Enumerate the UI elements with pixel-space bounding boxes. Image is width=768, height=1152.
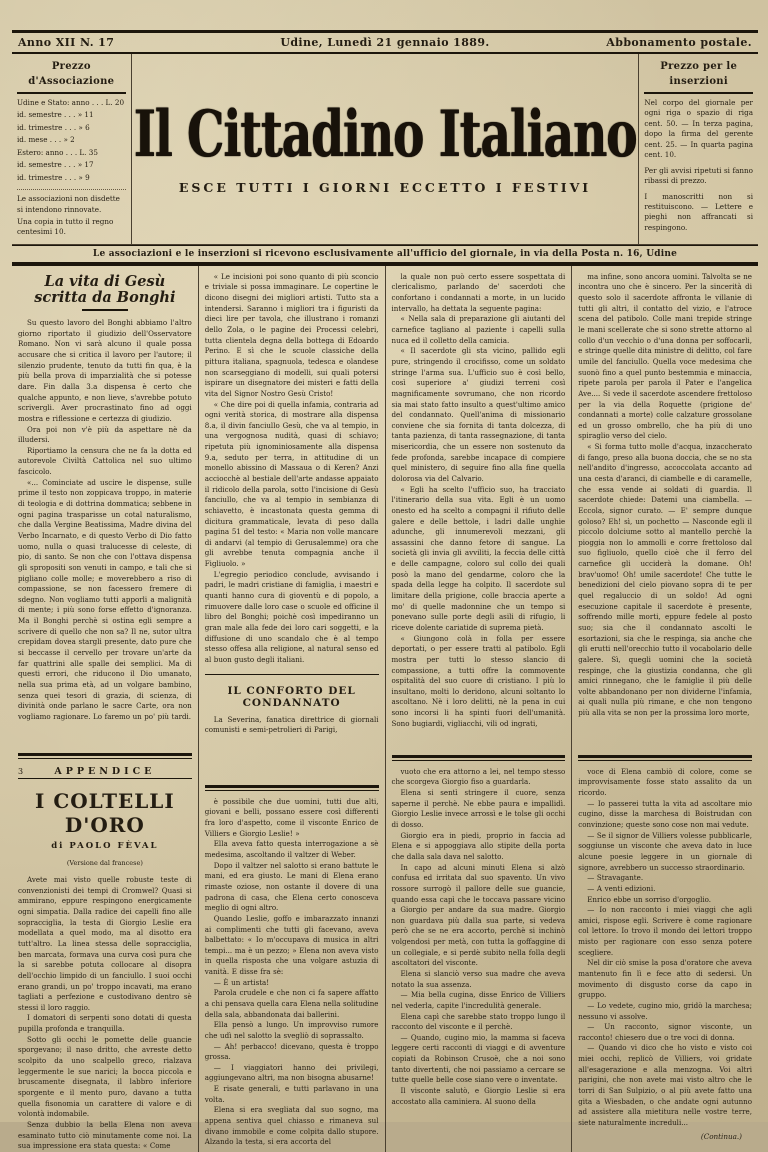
feuilleton-text: Avete mai visto quelle robuste teste di convenzionisti dei tempi di Cromwel? Quasi si ammirano, eppure respingono energicamente ogni simpatia. Dalla radice dei capelli fino alle sopracciglia, la testa di Giorgio Leslie era modellata a quel modo, ma al disotto era tutt'altro. La linea stessa delle sopracciglia, ben marcata, formava una curva così pura che la si sarebbe potuta collocare al disopra dell'occhio limpido di un fanciullo. I suoi occhi erano grandi, un po' troppo incavati, ma erano tagliati a perfezione e custodivano dentro sè stessi il loro raggio. I domatori di serpenti sono dotati di questa pupilla profonda e tranquilla. Sotto gli occhi le pomette delle guancie sporgevano; il naso dritto, che avreste detto scolpito da uno scalpello greco, rialzava leggermente le sue narici; la bocca piccola e bruscamente disegnata, il labbro inferiore sporgente e il mento puro, davano a tutta quella fisonomia un carattere di valore e di volontà indomabile. Senza dubbio la bella Elena non aveva esaminato tutto ciò minutamente come noi. La sua impressione era stata questa: « Come xyxy=(18,875,192,1151)
to-be-continued-note: (Continua.) xyxy=(700,1131,742,1141)
feuilleton-text: voce di Elena cambiò di colore, come se improvvisamente fosse stato assalito da un ricordo. — Io passerei tutta la vita ad ascoltare mio cugino, disse la marchesa di Boistrudan con convinzione; queste sono cose non mai vedute. — Se il signor de Villiers volesse pubblicarle, soggiunse un visconte che aveva dato in luce alcune poesie leggere in un giornale di signore, avrebbero un successo straordinario. — Stravagante. — A venti edizioni. Enrico ebbe un sorriso d'orgoglio. — Io non racconto i miei viaggi che agli amici, rispose egli. Scrivere è come ragionare col lettore. Io trovo il mondo dei lettori troppo misto per ragionare con esso senza potere scegliere. Nel dir ciò smise la posa d'oratore che aveva mantenuto fin lì e fece atto di sedersi. Un movimento di disgusto corse da capo in gruppo. — Lo vedete, cugino mio, gridò la marchesa; nessuno vi assolve. — Un racconto, signor visconte, un racconto! chiesero due o tre voci di donna. — Quando vi dico che ho visto e visto coi miei occhi, replicò de Villiers, voi gridate all'esagerazione e alla menzogna. Voi altri parigini, che non avete mai visto altro che le torri di San Sulpizio, o al più avete fatto una gita a Wiesbaden, o che andate ogni autunno ad assistere alla mietitura nelle vostre terre, siete naturalmente increduli... xyxy=(578,766,752,1127)
publication-date: Udine, Lunedì 21 gennaio 1889. xyxy=(280,36,490,49)
column-3-article xyxy=(392,272,566,750)
subscription-notes: Le associazioni non disdette si intendono rinnovate. Una copia in tutto il regno centesimi 10. xyxy=(17,189,126,238)
article-text: Su questo lavoro del Bonghi abbiamo l'altro giorno riportato il giudizio dell'Osservatore Romano. Non vi sarà alcuno il quale possa accusare che si critica il lavoro per l'autore; il silenzio prudente, tenuto da tutti fin qua, è la più bella prova di imparzialità che si potesse dare. Fin dalla 3.a dispensa è certo che qualche appunto, e non lieve, s'avrebbe potuto scrivergli. Aver procrastinato fino ad oggi mostra e riflessione e certezza di giudizio. Ora poi non v'è più da aspettare nè da illudersi. Riportiamo la censura che ne fa la dotta ed autorevole Civiltà Cattolica nel suo ultimo fascicolo. «... Cominciate ad uscire le dispense, sulle prime il testo non zoppicava troppo, in materie di teologia e di dottrina dommatica; sebbene in ogni pagina trasparisse un cotal naturalismo, che dalla Vergine Beatissima, Madre divina del Verbo Incarnato, e di questo Verbo di Dio fatto uomo, nulla o quasi tralucesse di celeste, di pio, di santo. Se non che con l'ottava dispensa gli spropositi son venuti in campo, e tali che si pigliano colle molle; e moverebbero a riso di compassione, se non facessero fremere di sdegno. Non vogliamo tutti apporli a malignità di mente; i più sono forse effetto d'ignoranza. Ma il Bonghi perchè si ostina egli sempre a scrivere di quello che non sa? Il ne, sutor ultra crepidam dovea stargli presente, dato pure che si beccasse il cervello per trovare un'arte da far quattrini alle spalle dei semplici. Ma di questi errori, che riducono il Dio umanato, nella sua prima età, ad un volgare bambino, senza quei tesori di grazia, di scienza, di divinità onde parlano le sacre Carte, ora non vogliamo ragionare. Lo faremo un po' più tardi. xyxy=(18,318,192,721)
article-columns xyxy=(12,266,758,1152)
newspaper-subtitle: ESCE TUTTI I GIORNI ECCETTO I FESTIVI xyxy=(178,179,592,195)
column-1-article xyxy=(18,272,192,748)
column-4 xyxy=(571,266,758,1152)
masthead-title-cell xyxy=(132,54,639,244)
appendix-label: APPENDICE xyxy=(54,766,156,778)
column-4-article xyxy=(578,272,752,750)
article-text: ma infine, sono ancora uomini. Talvolta se ne incontra uno che è sincero. Per la sincerità di questo solo il sacerdote affronta le villanie di tutti gli altri, il contatto del vizio, e l'atroce scena del patibolo. Colle mani trepide stringe le mani scellerate che si sono strette attorno al collo d'un vecchio o d'una donna per soffocarli, e stringe quelle dita ministre di delitto, col fare umile del fanciullo. Quella voce medesima che suonò fino a quel punto bestemmia e minaccia, ripete parola per parola il Pater e l'angelica Ave.... Si vede il sacerdote ascendere frettoloso per la via della Roquette (prigione de' condannati a morte) colle calzature grossolane ed un grosso ombrello, che ha più di uno spiraglio verso del cielo. « Si forma tutto molle d'acqua, inzaccherato di fango, preso alla buona doccia, che se no sta nell'andito d'ingresso, accoccolata accanto ad una cesta d'aranci, di ciambelle e di caramelle, che essa vende ai soldati di guardia. Il sacerdote chiede: Datemi una ciambella. — Eccola, signor curato. — E' sempre dunque goloso? Eh! sì, un pochetto — Nasconde egli il piccolo dolciume sotto al mantello perchè la pioggia non lo ammolli e corre frettoloso dal suo figliuolo, quello cioè che il ferro del carnefice gli ucciderà la domane. Oh! brav'uomo! Oh! umile sacerdote! Che tutte le benedizioni del cielo piovano sopra di te per quel regaluccio di un soldo! Ad ogni esecuzione capitale il sacerdote è presente, soffrendo mille morti, eppure fedele al posto suo; sia che il condannato ascolti le esortazioni, sia che le respinga, sia anche che gli erutti nell'orecchio tutto il vocabolario delle galere. Sì, quegli uomini che la società respinge, che la giustizia condanna, che gli amici rinnegano, che le famiglie il più delle volte abbandonano per non dividerne l'infamia, ai quali nulla più rimane, e che non tengono più alla vita se non per la prossima loro morte, xyxy=(578,271,752,718)
feuilleton-title: I COLTELLI D'ORO xyxy=(35,789,175,838)
appendix-separator-rule xyxy=(205,785,379,791)
article-headline-bonghi: La vita di Gesù scritta da Bonghi xyxy=(34,272,176,307)
appendix-separator-rule xyxy=(578,755,752,761)
dateline-band xyxy=(12,30,758,54)
postal-notice: Abbonamento postale. xyxy=(606,36,752,49)
feuilleton-text: vuoto che era attorno a lei, nel tempo stesso che scorgeva Giorgio fiso a guardarla. Elena si sentì stringere il cuore, senza saperne il perchè. Ne ebbe paura e impallidì. Giorgio Leslie invece arrossì e le tolse gli occhi di dosso. Giorgio era in piedi, proprio in faccia ad Elena e si appoggiava allo stipite della porta che dalla sala dava nel salotto. In capo ad alcuni minuti Elena si alzò confusa ed irritata dal suo spavento. Un vivo rossore surrogò il pallore delle sue guancie, quando essa capì che le toccava passare vicino a Giorgio per andare da sua madre. Giorgio non guardava più dalla sua parte, si vedeva però che se ne era accorto, perchè si inchinò volgendosi per metà, con tutta la goffaggine di un collegiale, e si perdè subito nella folla degli ascoltatori del visconte. Elena si slanciò verso sua madre che aveva notato la sua assenza. — Mia bella cugina, disse Enrico de Villiers nel vederla, capite l'incredulità generale. Elena capì che sarebbe stato troppo lungo il racconto del visconte e il perchè. — Quando, cugino mio, la mamma si faceva leggere certi racconti di viaggi e di avventure copiati da Robinson Crusoè, che a noi sono tanto divertenti, che noi passiamo a cercare se tutte quelle belle cose siano vere o inventate. Il visconte salutò, e Giorgio Leslie si era accostato alla caminiera. Al suono della xyxy=(391,766,566,1106)
appendix-separator-rule xyxy=(18,753,192,759)
column-1 xyxy=(12,266,198,1152)
office-address-line: Le associazioni e le inserzioni si ricevono esclusivamente all'ufficio del giornale, in via della Posta n. 16, Udine xyxy=(12,245,758,266)
column-1-feuilleton xyxy=(18,779,192,1152)
subscription-price-box xyxy=(12,54,132,244)
column-4-feuilleton xyxy=(578,767,752,1152)
feuilleton-byline: di PAOLO FÈVAL xyxy=(51,841,159,852)
column-3-feuilleton xyxy=(392,767,566,1152)
article-headline-condannato: IL CONFORTO DEL CONDANNATO xyxy=(227,684,356,709)
section-rule xyxy=(205,674,379,675)
column-3 xyxy=(385,266,572,1152)
column-2 xyxy=(198,266,385,1152)
appendix-separator-rule xyxy=(392,755,566,761)
subscription-price-title: Prezzo d'Associazione xyxy=(17,60,126,94)
column-2-feuilleton xyxy=(205,797,379,1152)
column-2-article xyxy=(205,272,379,780)
insertion-price-box xyxy=(638,54,758,244)
feuilleton-translation-note: (Versione dal francese) xyxy=(66,859,143,868)
feuilleton-text: è possibile che due uomini, tutti due alti, giovani e belli, possano essere così differenti fra loro d'aspetto, come il visconte Enrico de Villiers e Giorgio Leslie! » Ella aveva fatto questa interrogazione a sè medesima, ascoltando il valtzer di Weber. Dopo il valtzer nel salotto si erano battute le mani, ed era giusto. Le mani di Elena erano rimaste oziose, non ostante il dovere di una padrona di casa, che Elena certo conosceva meglio di ogni altro. Quando Leslie, goffo e imbarazzato innanzi ai complimenti che tutti gli facevano, aveva balbettato: « Io m'occupava di musica in altri tempi... ma è un pezzo; » Elena non aveva visto in quella risposta che una volgare astuzia di vanità. E disse fra sè: — È un artista! Parola crudele e che non ci fa sapere affatto a chi pensava quella cara Elena nella solitudine della sala, abbandonata dai ballerini. Ella pensò a lungo. Un improvviso rumore che udì nel salotto la svegliò di soprassalto. — Ah! perbacco! dicevano, questa è troppo grossa. — I viaggiatori hanno dei privilegi, aggiungevano altri, ma non bisogna abusarne! E risate generali, e tutti parlavano in una volta. Elena si era svegliata dal suo sogno, ma appena sentiva quel chiasso e rimaneva sul divano immobile e come colpita dallo stupore. Alzando la testa, si era accorta del xyxy=(204,796,379,1147)
masthead xyxy=(12,54,758,245)
issue-number: Anno XII N. 17 xyxy=(18,36,115,49)
newspaper-title: Il Cittadino Italiano xyxy=(133,97,637,172)
subscription-price-rows: Udine e Stato: anno . . . L. 20 id. semestre . . . » 11 id. trimestre . . . » 6 id. mese . . . » 2 Estero: anno . . . L. 35 id. semestre . . . » 17 id. trimestre . . . » 9 xyxy=(17,98,125,182)
article-text: La Severina, fanatica direttrice di giornali comunisti e semi-petrolieri di Parigi, xyxy=(204,714,379,735)
article-text: « Le incisioni poi sono quanto di più sconcio e triviale si possa immaginare. Le copertine le dicono disegni dei migliori artisti. Tutto sta a intendersi. Saranno i migliori tra i figuristi da dieci lire per tavola, che illustrano i romanzi dello Zola, o le pagine dei Processi celebri, tutta clientela degna della bottega di Edoardo Perino. E sì che le scuole classiche della pittura italiana, spagnuola, tedesca e olandese non scarseggiano di modelli, sui quali potersi ispirare un disegnatore dei misteri e fatti della vita del Signor Nostro Gesù Cristo! « Che dire poi di quella infamia, contraria ad ogni verità storica, di mostrare alla dispensa 8.a, il divin fanciullo Gesù, che va al tempio, in una vergognosa nudità, quasi di schiavo; ripetuta più ignominiosamente alla dispensa 9.a, seduto per terra, in attitudine di un monello abissino di Massaua o di Keren? Anzi acciocchè al bestiale dell'arte andasse appaiato il ridicolo della parola, sotto l'incisione di Gesù fanciullo, che va al tempio in sembianza di schiavetto, è incastonata questa gemma di dicitura grammaticale, levata di peso dalla pagina 51 del testo: « Maria non volle mancare di andarvi (al tempio di Gerusalemme) ora che gli avrebbe tenuta compagnia anche il Figliuolo. » L'egregio periodico conclude, avvisando i padri, le madri cristiane di famiglia, i maestri e quanti hanno cura di gioventù e di popolo, a rimuovere dalle loro case o scuole ed officine il libro del Bonghi; poichè così impediranno un gran male alla fede dei loro cari soggetti, e la diffusione di uno scandalo che è al tempo stesso offesa alla religione, al natural senso ed al buon gusto degli italiani. xyxy=(204,271,379,664)
headline-rule xyxy=(82,309,128,311)
appendix-banner xyxy=(18,765,192,779)
article-text: la quale non può certo essere sospettata di clericalismo, parlando de' sacerdoti che confortano i condannati a morte, in un lucido intervallo, ha dettata la seguente pagina: « Nella sala di preparazione gli aiutanti del carnefice tagliano al paziente i capelli sulla nuca ed il colletto della camicia. « Il sacerdote gli sta vicino, pallido egli pure, stringendo il crocifisso, come un soldato stringe l'arma sua. L'ufficio suo è così bello, così superiore a' giudizi terreni così magnificamente sovrumano, che non ricordo sia mai stato fatto insulto a quest'ultimo amico del condannato. Quell'anima di missionario conviene che sia fornita di tanta dolcezza, di tanta pazienza, di tanta rassegnazione, di tanta misericordia, che un essere non sostenuto da fede profonda, sarebbe incapace di compiere quel ministero, di seguire fino alla fine quella dolorosa via del Calvario. « Egli ha scelto l'ufficio suo, ha tracciato l'itinerario della sua vita. Egli è un uomo onesto ed ha scelto a compagni il rifiuto delle galere e delle bettole, i ladri dalle unghie adunche, gli innumerevoli mezzani, gli assassini che danno fetore di sangue. La società gli invia gli avviliti, la feccia delle città e delle campagne, coloro sul collo dei quali posò la mano del gendarme, coloro che la spada della legge ha colpito. Il sacerdote sul limitare della prigione, colle braccia aperte a mo' di quelle madonnine che un tempo si ponevano sulle porte degli asili di rifugio, li riceve dolente cariatide di suprema pietà. « Giungono colà in folla per essere deportati, o per essere tratti al patibolo. Egli mostra per tutti lo stesso slancio di compassione, a tutti offre la commovente ospitalità del suo cuore di cristiano. I più lo insultano, molti lo deridono, alcuni soltanto lo ascoltano. Nè i loro delitti, nè la pena in cui sono incorsi li ha spinti fuori dell'umanità. Sono bugiardi, vigliacchi, vili od ingrati, xyxy=(391,271,566,728)
appendix-page-number: 3 xyxy=(18,767,24,777)
insertion-price-title: Prezzo per le inserzioni xyxy=(644,60,753,94)
insertion-price-paragraphs: Nel corpo del giornale per ogni riga o spazio di riga cent. 50. — In terza pagina, dopo la firma del gerente cent. 25. — In quarta pagina cent. 10. Per gli avvisi ripetuti si fanno ribassi di prezzo. I manoscritti non si restituiscono. — Lettere e pieghi non affrancati si respingono. xyxy=(644,98,753,232)
